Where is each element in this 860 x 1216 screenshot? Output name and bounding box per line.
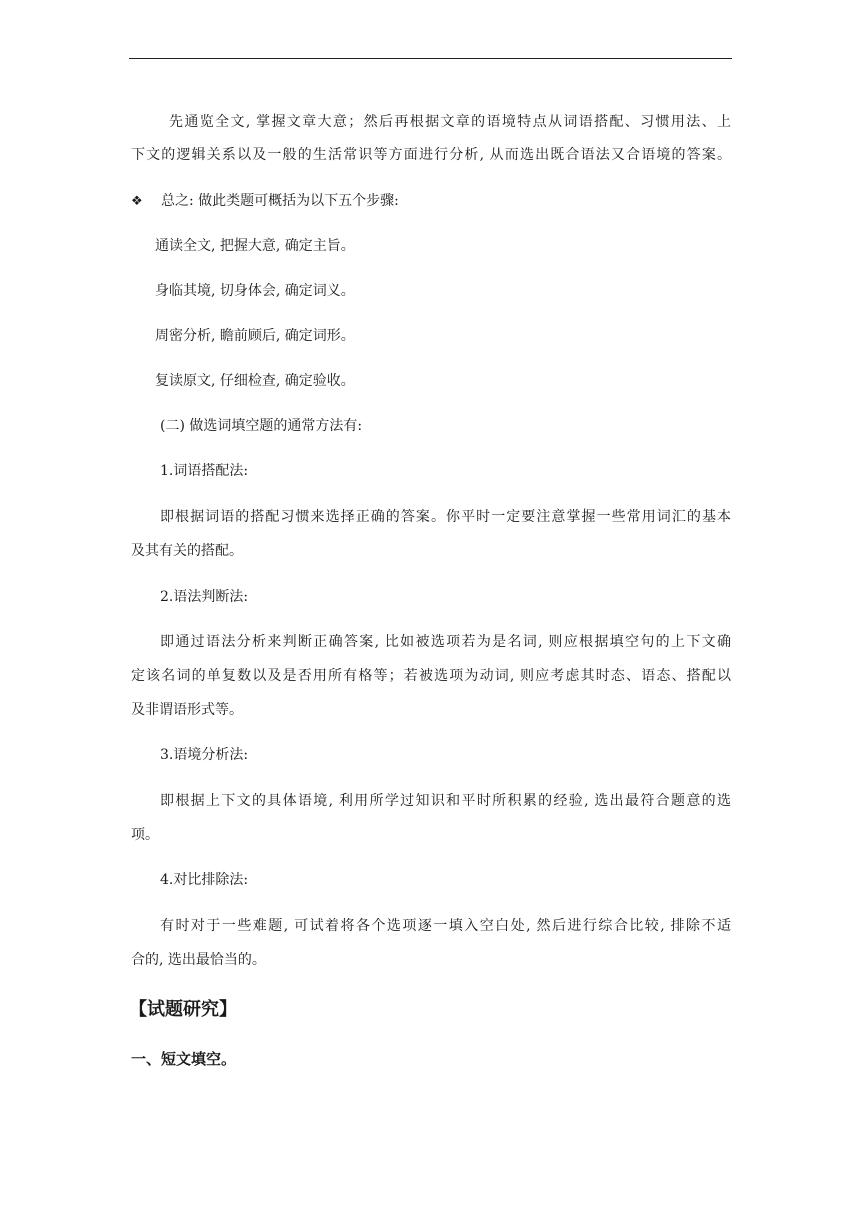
step-item: 周密分析, 瞻前顾后, 确定词形。 [155,328,355,344]
header-rule [129,58,732,59]
step-item: 身临其境, 切身体会, 确定词义。 [155,283,355,299]
method-line: 合的, 选出最恰当的。 [131,952,266,968]
step-item: 通读全文, 把握大意, 确定主旨。 [155,238,355,254]
intro-line-1: 先通览全文, 掌握文章大意；然后再根据文章的语境特点从词语搭配、习惯用法、上 [169,114,731,130]
method-line: 及非谓语形式等。 [131,702,243,718]
method-line: 即通过语法分析来判断正确答案, 比如被选项若为是名词, 则应根据填空句的上下文确 [160,634,731,650]
method-line: 及其有关的搭配。 [131,543,243,559]
intro-line-2: 下文的逻辑关系以及一般的生活常识等方面进行分析, 从而选出既合语法又合语境的答案。 [131,147,731,163]
method-title: 3.语境分析法: [160,747,249,763]
subsection-title: 一、短文填空。 [131,1050,237,1068]
method-line: 即根据词语的搭配习惯来选择正确的答案。你平时一定要注意掌握一些常用词汇的基本 [160,509,731,525]
method-line: 项。 [131,827,159,843]
step-item: 复读原文, 仔细检查, 确定验收。 [155,373,355,389]
method-line: 定该名词的单复数以及是否用所有格等；若被选项为动词, 则应考虑其时态、语态、搭配以 [131,668,731,684]
method-line: 即根据上下文的具体语境, 利用所学过知识和平时所积累的经验, 选出最符合题意的选 [160,793,731,809]
method-title: 4.对比排除法: [160,872,249,888]
method-title: 2.语法判断法: [160,589,249,605]
method-line: 有时对于一些难题, 可试着将各个选项逐一填入空白处, 然后进行综合比较, 排除不适 [160,918,731,934]
diamond-bullet-icon: ❖ [131,194,143,209]
summary-row [131,191,731,212]
summary-text: 总之: 做此类题可概括为以下五个步骤: [161,193,399,209]
section-title: 【试题研究】 [129,999,237,1020]
method-title: 1.词语搭配法: [160,463,249,479]
methods-heading: (二) 做选词填空题的通常方法有: [160,418,363,434]
